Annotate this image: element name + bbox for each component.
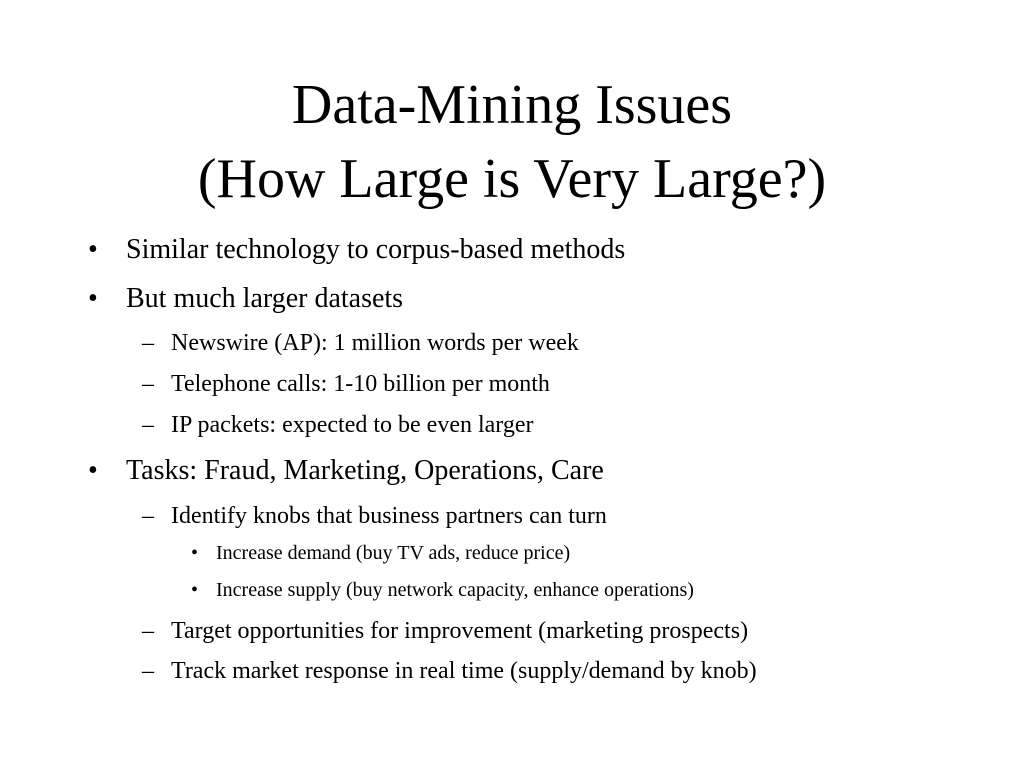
sub-bullet-text: Identify knobs that business partners can turn: [171, 503, 607, 529]
bullet-text: Similar technology to corpus-based methods: [126, 234, 626, 265]
sub-bullet-marker: –: [142, 330, 154, 356]
slide-title-line-2: (How Large is Very Large?): [197, 148, 827, 210]
sub-sub-bullet-text: Increase supply (buy network capacity, enhance operations): [216, 579, 694, 601]
bullet-text: Tasks: Fraud, Marketing, Operations, Care: [126, 455, 604, 486]
sub-bullet-marker: –: [142, 658, 154, 684]
sub-sub-bullet-text: Increase demand (buy TV ads, reduce price): [216, 542, 571, 564]
sub-bullet-text: IP packets: expected to be even larger: [171, 412, 534, 438]
sub-sub-bullet-marker: •: [191, 579, 199, 601]
bullet-text: But much larger datasets: [126, 283, 404, 314]
slide-title-line-1: Data-Mining Issues: [291, 74, 733, 136]
sub-bullet-marker: –: [142, 412, 154, 438]
slide-title: [0, 68, 1024, 216]
sub-bullet-text: Newswire (AP): 1 million words per week: [171, 330, 579, 356]
bullet-marker: •: [88, 234, 98, 265]
sub-bullet-marker: –: [142, 503, 154, 529]
sub-bullet-marker: –: [142, 371, 154, 397]
sub-bullet-text: Target opportunities for improvement (marketing prospects): [171, 618, 749, 644]
sub-bullet-text: Track market response in real time (supply/demand by knob): [171, 658, 757, 684]
sub-bullet-text: Telephone calls: 1-10 billion per month: [171, 371, 550, 397]
sub-sub-bullet-marker: •: [191, 542, 199, 564]
bullet-marker: •: [88, 283, 98, 314]
bullet-marker: •: [88, 455, 98, 486]
sub-bullet-marker: –: [142, 618, 154, 644]
